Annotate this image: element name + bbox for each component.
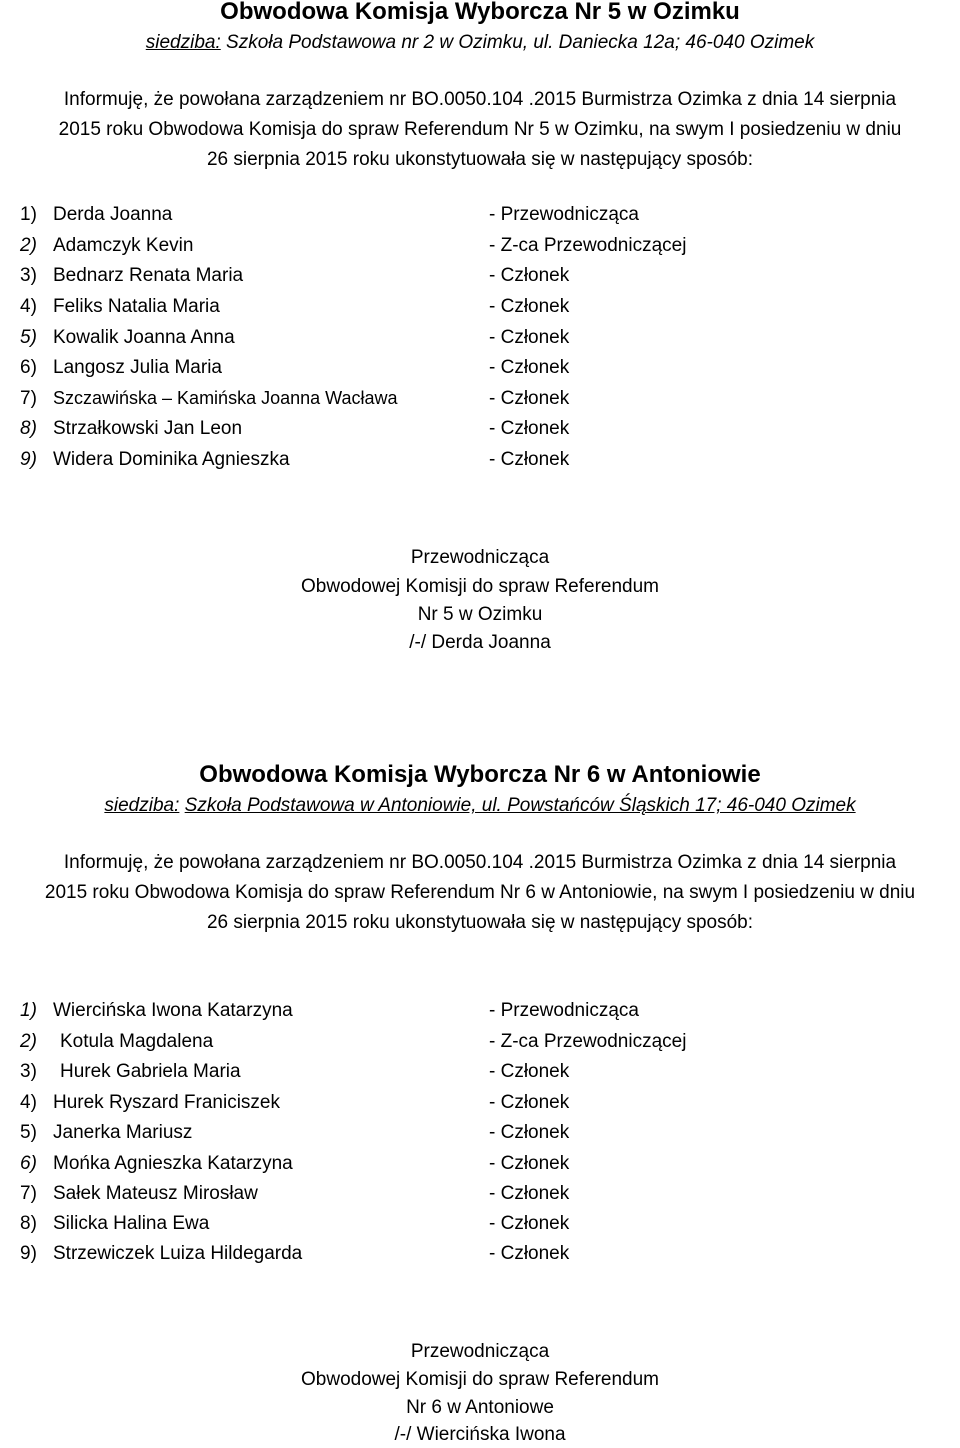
member-name: Widera Dominika Agnieszka: [53, 449, 290, 470]
seat-address: Szkoła Podstawowa nr 2 w Ozimku, ul. Daniecka 12a; 46-040 Ozimek: [226, 32, 815, 53]
member-number: 3): [20, 1061, 37, 1082]
member-number: 9): [20, 449, 37, 470]
member-name: Langosz Julia Maria: [53, 357, 222, 378]
member-role: - Członek: [489, 327, 570, 348]
signature-line: Obwodowej Komisji do spraw Referendum: [301, 1369, 659, 1390]
member-number: 7): [20, 1183, 37, 1204]
member-role: - Przewodnicząca: [489, 1000, 639, 1021]
member-role: - Członek: [489, 449, 570, 470]
member-name: Janerka Mariusz: [53, 1122, 193, 1143]
member-number: 3): [20, 265, 37, 286]
member-role: - Przewodnicząca: [489, 204, 639, 225]
member-number: 8): [20, 1213, 37, 1234]
member-name: Kowalik Joanna Anna: [53, 327, 235, 348]
intro-line: 2015 roku Obwodowa Komisja do spraw Referendum Nr 6 w Antoniowie, na swym I posiedzeniu w dniu: [44, 882, 916, 903]
member-role: - Z-ca Przewodniczącej: [489, 235, 687, 256]
member-name: Sałek Mateusz Mirosław: [53, 1183, 258, 1204]
member-number: 7): [20, 388, 37, 409]
member-number: 6): [20, 357, 37, 378]
member-name: Hurek Gabriela Maria: [60, 1061, 241, 1082]
member-number: 6): [20, 1153, 37, 1174]
member-number: 5): [20, 327, 37, 348]
seat-prefix: siedziba:: [104, 795, 180, 816]
intro-line: 2015 roku Obwodowa Komisja do spraw Referendum Nr 5 w Ozimku, na swym I posiedzeniu w dniu: [58, 119, 902, 140]
member-name: Mońka Agnieszka Katarzyna: [53, 1153, 293, 1174]
member-number: 2): [20, 235, 37, 256]
section1-seat: [0, 32, 960, 54]
member-role: - Członek: [489, 388, 570, 409]
section2-title: Obwodowa Komisja Wyborcza Nr 6 w Antoniowie: [199, 761, 761, 788]
signature-line: /-/ Derda Joanna: [409, 632, 551, 653]
member-name: Szczawińska – Kamińska Joanna Wacława: [53, 388, 398, 408]
member-number: 8): [20, 418, 37, 439]
member-name: Kotula Magdalena: [60, 1031, 214, 1052]
signature-line: Obwodowej Komisji do spraw Referendum: [301, 576, 659, 597]
member-name: Bednarz Renata Maria: [53, 265, 244, 286]
member-name: Wiercińska Iwona Katarzyna: [53, 1000, 293, 1021]
member-name: Derda Joanna: [53, 204, 173, 225]
member-number: 2): [20, 1031, 37, 1052]
member-number: 5): [20, 1122, 37, 1143]
member-role: - Członek: [489, 1122, 570, 1143]
member-role: - Członek: [489, 265, 570, 286]
seat-prefix: siedziba:: [145, 32, 221, 53]
signature-line: Przewodnicząca: [410, 1341, 550, 1362]
member-role: - Członek: [489, 1061, 570, 1082]
member-number: 1): [20, 204, 37, 225]
member-name: Feliks Natalia Maria: [53, 296, 220, 317]
member-role: - Członek: [489, 1243, 570, 1264]
signature-line: Nr 6 w Antoniowe: [406, 1397, 554, 1418]
member-name: Strzewiczek Luiza Hildegarda: [53, 1243, 303, 1264]
section1-title: Obwodowa Komisja Wyborcza Nr 5 w Ozimku: [220, 0, 740, 25]
member-role: - Z-ca Przewodniczącej: [489, 1031, 687, 1052]
member-number: 9): [20, 1243, 37, 1264]
signature-line: /-/ Wiercińska Iwona: [394, 1424, 566, 1445]
member-role: - Członek: [489, 1183, 570, 1204]
intro-line: Informuję, że powołana zarządzeniem nr BO.0050.104 .2015 Burmistrza Ozimka z dnia 14 sierpnia: [63, 852, 897, 873]
signature-line: Przewodnicząca: [410, 547, 550, 568]
member-role: - Członek: [489, 1153, 570, 1174]
intro-line: 26 sierpnia 2015 roku ukonstytuowała się w następujący sposób:: [206, 912, 754, 933]
member-number: 4): [20, 296, 37, 317]
seat-address: Szkoła Podstawowa w Antoniowie, ul. Powstańców Śląskich 17; 46-040 Ozimek: [184, 795, 856, 816]
member-role: - Członek: [489, 418, 570, 439]
intro-line: Informuję, że powołana zarządzeniem nr BO.0050.104 .2015 Burmistrza Ozimka z dnia 14 sierpnia: [63, 89, 897, 110]
member-name: Strzałkowski Jan Leon: [53, 418, 243, 439]
member-role: - Członek: [489, 1092, 570, 1113]
member-name: Hurek Ryszard Franiciszek: [53, 1092, 280, 1113]
member-role: - Członek: [489, 296, 570, 317]
member-name: Adamczyk Kevin: [53, 235, 194, 256]
member-number: 1): [20, 1000, 37, 1021]
member-name: Silicka Halina Ewa: [53, 1213, 210, 1234]
intro-line: 26 sierpnia 2015 roku ukonstytuowała się w następujący sposób:: [206, 149, 754, 170]
member-number: 4): [20, 1092, 37, 1113]
member-role: - Członek: [489, 1213, 570, 1234]
signature-line: Nr 5 w Ozimku: [417, 604, 543, 625]
member-role: - Członek: [489, 357, 570, 378]
section2-seat: [0, 795, 960, 817]
